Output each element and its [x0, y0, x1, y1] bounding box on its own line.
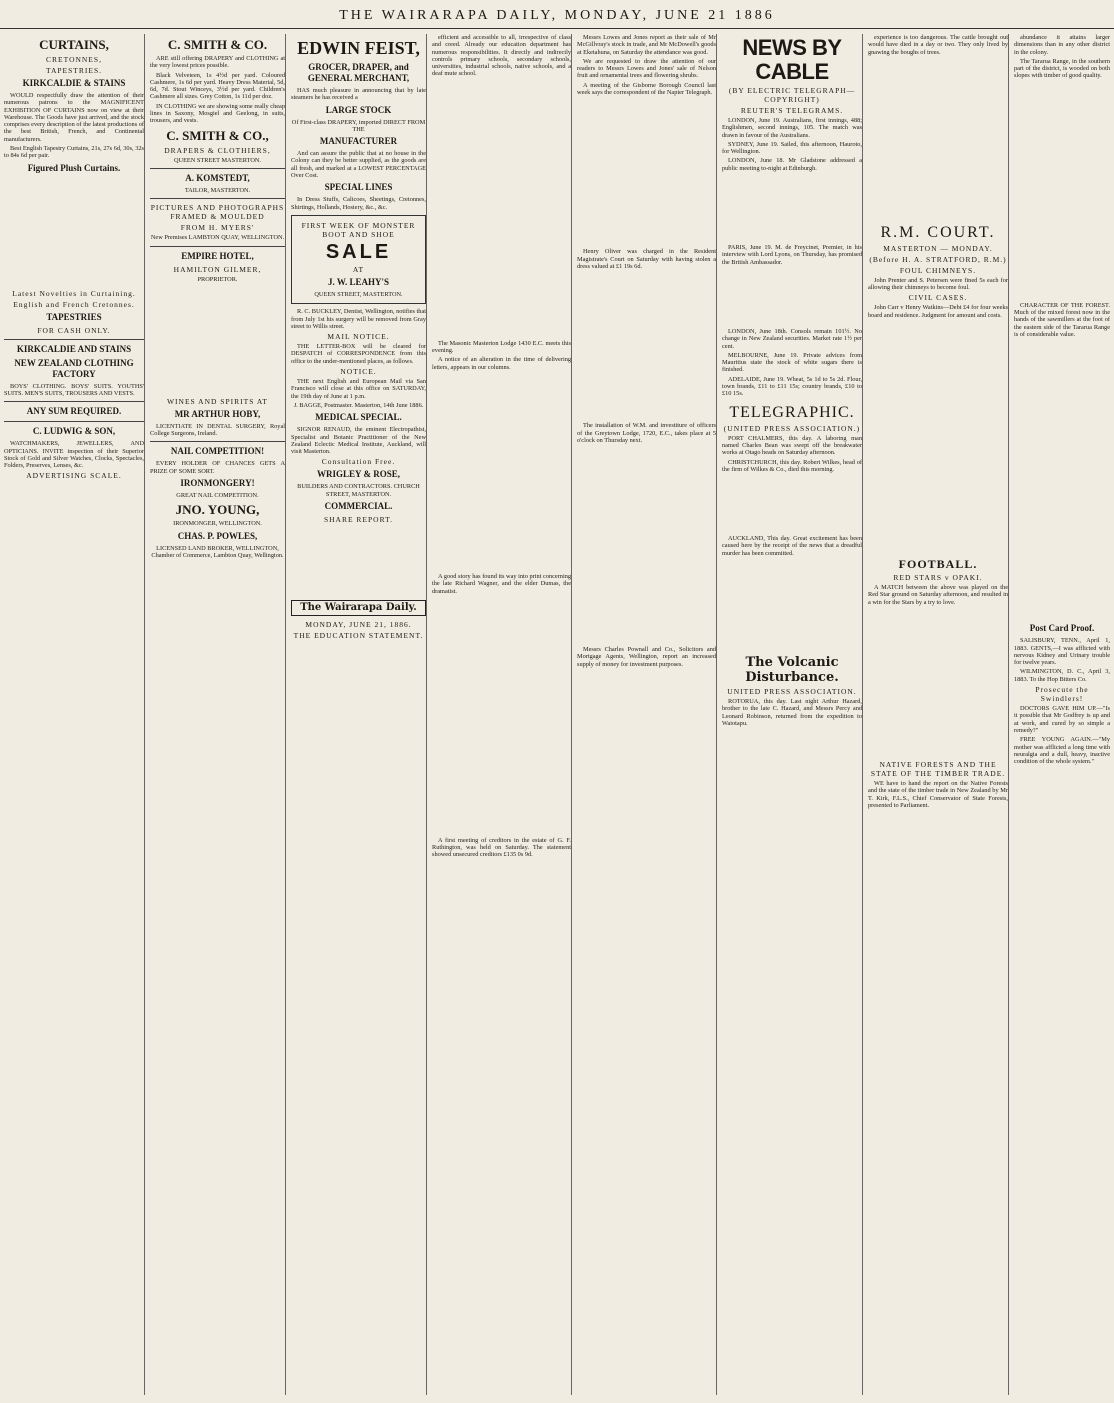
manufacturer-heading: MANUFACTURER [319, 136, 398, 147]
column-rule [150, 246, 285, 247]
news-by-cable-heading: NEWS BY CABLE [742, 35, 842, 84]
united-press-subheading-2: UNITED PRESS ASSOCIATION. [727, 687, 857, 697]
education-heading: THE EDUCATION STATEMENT. [293, 631, 424, 641]
tapestries-heading: TAPESTRIES. [45, 66, 103, 75]
column-1 [4, 34, 145, 1395]
sale-word: SALE [325, 240, 392, 263]
article-filler [577, 272, 716, 422]
column-rule [150, 168, 285, 169]
rm-court-heading: R.M. COURT. [880, 223, 996, 241]
young-again: FREE YOUNG AGAIN.—"My mother was afflicted a long time with neuralgia and a dull, heavy, inactive condition of the whole system." [1014, 736, 1110, 766]
kirkcaldie-heading: KIRKCALDIE & STAINS [22, 78, 126, 88]
native-forests-heading: NATIVE FORESTS AND THE STATE OF THE TIMBER TRADE. [870, 759, 1006, 778]
leahy-address: QUEEN STREET, MASTERTON. [314, 290, 403, 298]
kirkcaldie-heading-2: KIRKCALDIE AND STAINS [16, 343, 132, 354]
special-lines-heading: SPECIAL LINES [324, 182, 393, 193]
article-filler [868, 58, 1008, 218]
postmaster-signature: J. BAGGE, Postmaster. Masterton, 14th June 1886. [293, 401, 424, 409]
post-card-proof-heading: Post Card Proof. [1029, 623, 1095, 634]
pictures-heading: PICTURES AND PHOTOGRAPHS FRAMED & MOULDED [150, 203, 285, 222]
wines-heading: WINES AND SPIRITS AT [166, 396, 269, 406]
gladstone-meeting: LONDON, June 18. Mr Gladstone addressed a public meeting to-night at Edinburgh. [722, 157, 862, 172]
column-4 [432, 34, 572, 1395]
article-filler [577, 98, 716, 248]
reuters-heading: REUTER'S TELEGRAMS. [740, 106, 844, 115]
column-rule [150, 198, 285, 199]
creditors-meeting: A first meeting of creditors in the estate of G. F. Ruthington, was held on Saturday. The statement showed unsecured creditors £135 0s 9d. [432, 836, 571, 859]
forest-abundance: abundance it attains larger dimensions than in any other district in the colony. [1014, 34, 1110, 56]
rm-court-date: MASTERTON — MONDAY. [883, 243, 993, 253]
drapers-heading: DRAPERS & CLOTHIERS, [164, 145, 271, 155]
swindlers-heading: Prosecute the Swindlers! [1035, 685, 1089, 704]
cricket-result: LONDON, June 19. Australians, first innings, 488; Englishmen, second innings, 105. The match was drawn in favour of the Australians. [722, 117, 862, 139]
masthead [0, 6, 1114, 29]
cretonnes-heading: CRETONNES, [46, 55, 102, 64]
tapestry-prices: Best English Tapestry Curtains, 21s, 27s 6d, 30s, 32s to 84s 6d per pair. [4, 145, 144, 160]
powles-heading: CHAS. P. POWLES, [177, 530, 258, 541]
any-sum-heading: ANY SUM REQUIRED. [26, 406, 122, 417]
volcanic-heading: The Volcanic Disturbance. [745, 655, 839, 686]
foul-chimneys-text: John Prenter and S. Petersen were fined 5s each for allowing their chimneys to become foul. [868, 276, 1008, 292]
article-filler [432, 80, 571, 340]
cretonnes-sub-heading: English and French Cretonnes. [13, 299, 135, 309]
ludwig-heading: C. LUDWIG & SON, [32, 426, 116, 437]
paper-date: MONDAY, JUNE 21, 1886. [305, 620, 412, 630]
medical-special-text: SIGNOR RENAUD, the eminent Electropathist, Specialist and Botanic Practitioner of the New Zealand Eclectic Medical Institute, Auckland, will visit Masterton. [291, 426, 426, 456]
consultation-heading: Consultation Free. [321, 457, 396, 467]
sydney-sailing: SYDNEY, June 19. Sailed, this afternoon, Hauroto, for Wellington. [722, 140, 862, 156]
feist-intro: HAS much pleasure in announcing that by late steamers he has received a [291, 87, 426, 102]
education-continued: efficient and accessible to all, irrespective of class and creed. Already our education department has numerous responsibilities. It directly and indirectly controls primary schools, secondary schools, universities, industrial schools, native schools, and a deaf mute school. [432, 34, 571, 78]
plush-curtains-heading: Figured Plush Curtains. [27, 162, 121, 173]
pownall-report: Messrs Charles Pownall and Co., Solicitors and Mortgage Agents, Wellington, report an increased supply of money for investment purposes. [577, 646, 716, 668]
c-smith-heading: C. SMITH & CO. [167, 37, 268, 52]
ad-filler-text [150, 285, 285, 395]
notice-text: THE next English and European Mail via San Francisco will close at this office on SATURDAY, the 19th day of June at 1 p.m. [291, 378, 426, 400]
salisbury-letter: SALISBURY, TENN., April 1, 1883. GENTS,—I was afflicted with nervous Kidney and Urinary trouble for twelve years. [1014, 637, 1110, 667]
c-smith-address: QUEEN STREET MASTERTON. [173, 156, 262, 164]
clothing-factory-heading: NEW ZEALAND CLOTHING FACTORY [14, 357, 134, 379]
nail-competition-text: EVERY HOLDER OF CHANCES GETS A PRIZE OF SOME SORT. [150, 460, 285, 475]
sale-at: AT [352, 264, 365, 274]
tapestries-sub-heading: TAPESTRIES [46, 311, 102, 322]
wagner-story: A good story has found its way into print concerning the late Richard Wagner, and the elder Dumas, the dramatist. [432, 572, 571, 595]
masonic-notice: The Masonic Masterton Lodge 1430 E.C. meets this evening. [432, 339, 571, 355]
special-lines-text: In Dress Stuffs, Calicoes, Sheetings, Cretonnes, Shirtings, Hollands, Hosiery, &c., &c. [291, 196, 426, 211]
medical-special-heading: MEDICAL SPECIAL. [315, 412, 402, 423]
football-match-heading: RED STARS v OPAKI. [893, 573, 983, 583]
large-stock-heading: LARGE STOCK [325, 104, 392, 115]
hoby-heading: MR ARTHUR HOBY, [174, 408, 261, 419]
share-report-heading: SHARE REPORT. [323, 515, 394, 525]
auckland-report: AUCKLAND, This day. Great excitement has been caused here by the receipt of the news that a dreadful murder has been committed. [722, 535, 862, 557]
henry-oliver-charge: Henry Oliver was charged in the Resident Magistrate's Court on Saturday with having stolen a dress valued at £1 19s 6d. [577, 248, 716, 270]
komstedt-heading: A. KOMSTEDT, [185, 172, 250, 183]
curtains-heading: CURTAINS, [39, 37, 109, 52]
rotorua-report: ROTORUA, this day. Last night Arthur Hazard, brother to the late C. Hazard, and Messrs Percy and Leonard Robinson, returned from the expedition to Waiotapu. [722, 698, 862, 727]
rm-court-magistrate: (Before H. A. STRATFORD, R.M.) [869, 254, 1007, 264]
cattle-continued: experience is too dangerous. The cattle brought out would have died in a day or two. They only lived by gnawing the boughs of trees. [868, 34, 1008, 56]
novelties-heading: Latest Novelties in Curtaining. [12, 288, 136, 298]
lowes-jones-sale: Messrs Lowes and Jones report as their sale of Mr McGillvray's stock in trade, and Mr McDowell's goods at Eketahuna, on Saturday the attendance was good. [577, 34, 716, 56]
nail-competition-heading: NAIL COMPETITION! [170, 446, 265, 457]
column-rule [150, 441, 285, 442]
gilmer-heading: HAMILTON GILMER, [173, 264, 262, 274]
paper-flag: The Wairarapa Daily. [291, 600, 426, 616]
c-smith-heading-2: C. SMITH & CO., [166, 127, 269, 143]
leahy-heading: J. W. LEAHY'S [327, 276, 390, 287]
feist-drapery: Of First-class DRAPERY, imported DIRECT FROM THE [291, 118, 426, 133]
native-forests-text: WE have to hand the report on the Native Forests and the state of the timber trade in New Zealand by Mr T. Kirk, F.L.S., Chief Conservator of State Forests, presented to Parliament. [868, 779, 1008, 809]
ironmongery-text: GREAT NAIL COMPETITION. [176, 492, 259, 500]
article-filler [1014, 82, 1110, 302]
column-8 [1014, 34, 1110, 1395]
football-heading: FOOTBALL. [898, 557, 978, 572]
masthead-title: THE WAIRARAPA DAILY, MONDAY, JUNE 21 1886 [339, 8, 775, 23]
consols-report: LONDON, June 18th. Consols remain 101½. No change in New Zealand securities. Market rate 1½ per cent. [722, 327, 862, 350]
gisborne-council: A meeting of the Gisborne Borough Council last week says the correspondent of the Napier Telegraph. [577, 81, 716, 97]
column-2 [150, 34, 286, 1395]
c-smith-clothing: IN CLOTHING we are showing some really cheap lines in Saxony, Mosgiel and Geelong, in suits, trousers, and vests. [150, 102, 285, 125]
wrigley-rose-heading: WRIGLEY & ROSE, [317, 469, 400, 480]
column-6 [722, 34, 863, 1395]
nelson-fruit-sale: We are requested to draw the attention of our readers to Messrs Lowes and Jones' sale of Nelson fruit and ornamental trees and flowering shrubs. [577, 57, 716, 80]
article-filler [1014, 340, 1110, 620]
column-rule [4, 401, 144, 402]
doctors-gave-up: DOCTORS GAVE HIM UP.—"Is it possible that Mr Godfrey is up and at work, and cured by so simple a remedy?" [1014, 705, 1110, 734]
forest-character: CHARACTER OF THE FOREST. Much of the mixed forest now in the hands of the sawmillers at the foot of the eastern side of the Tararua Range is of considerable value. [1014, 301, 1110, 338]
letters-notice: A notice of an alteration in the time of delivering letters, appears in our columns. [432, 356, 571, 371]
mail-notice-text: THE LETTER-BOX will be cleared for DESPATCH of CORRESPONDENCE from this office to the under-mentioned places, as follows. [291, 343, 426, 365]
sale-first-week: FIRST WEEK OF MONSTER BOOT AND SHOE [301, 220, 416, 239]
gilmer-title: PROPRIETOR. [197, 275, 238, 283]
freycinet-interview: PARIS, June 19. M. de Freycinet, Premier, in his interview with Lord Lyons, on Thursday, has promised the British Ambassador. [722, 244, 862, 266]
article-filler [577, 446, 716, 646]
commercial-heading: COMMERCIAL. [324, 501, 393, 512]
christchurch-report: CHRISTCHURCH, this day. Robert Wilkes, head of the firm of Wilkes & Co., died this morning. [722, 458, 862, 473]
article-filler [432, 373, 571, 573]
foul-chimneys-heading: FOUL CHIMNEYS. [899, 265, 977, 275]
ludwig-text: WATCHMAKERS, JEWELLERS, AND OPTICIANS. INVITE inspection of their Superior Stock of Gold and Silver Watches, Clocks, Spectacles, Folders, Preserves, Lenses, &c. [4, 440, 144, 470]
ironmongery-heading: IRONMONGERY! [180, 478, 255, 489]
article-filler [432, 597, 571, 837]
wilmington-letter: WILMINGTON, D. C., April 3, 1883. To the Hop Bitters Co. [1014, 668, 1110, 683]
myers-heading: FROM H. MYERS' [180, 223, 255, 233]
column-3 [291, 34, 427, 1395]
united-press-subheading: (UNITED PRESS ASSOCIATION.) [723, 423, 861, 433]
hoby-text: LICENTIATE IN DENTAL SURGERY, Royal College Surgeons, Ireland. [150, 422, 285, 438]
wrigley-rose-text: BUILDERS AND CONTRACTORS. CHURCH STREET, MASTERTON. [297, 483, 420, 498]
c-smith-intro: ARE still offering DRAPERY and CLOTHING at the very lowest prices possible. [150, 55, 285, 70]
article-filler [868, 608, 1008, 758]
column-rule [4, 339, 144, 340]
telegraphic-heading: TELEGRAPHIC. [729, 403, 855, 421]
sale-banner [291, 215, 426, 304]
port-chalmers-report: PORT CHALMERS, this day. A laboring man named Charles Bean was swept off the breakwater works at Otago heads on Saturday afternoon. [722, 434, 862, 457]
jno-young-heading: JNO. YOUNG, [175, 502, 260, 518]
column-7 [868, 34, 1009, 1395]
article-filler [722, 174, 862, 244]
empire-hotel-heading: EMPIRE HOTEL, [181, 250, 254, 261]
adelaide-markets: ADELAIDE, June 19. Wheat, 5s 1d to 5s 2d. Flour, town brands, £11 to £11 15s; country brands, £10 to £10 15s. [722, 375, 862, 398]
grocer-heading: GROCER, DRAPER, and GENERAL MERCHANT, [307, 62, 410, 83]
powles-text: LICENSED LAND BROKER, WELLINGTON, Chamber of Commerce, Lambton Quay, Wellington. [151, 544, 284, 559]
clothing-list: BOYS' CLOTHING. BOYS' SUITS. YOUTHS' SUITS. MEN'S SUITS, TROUSERS AND VESTS. [4, 382, 144, 397]
article-filler [722, 559, 862, 649]
mauritius-sugar: MELBOURNE, June 19. Private advices from Mauritius state the stock of white sugars there is finished. [722, 351, 862, 374]
edwin-feist-heading: EDWIN FEIST, [297, 38, 420, 58]
article-filler [868, 321, 1008, 551]
column-5 [577, 34, 717, 1395]
column-rule [4, 421, 144, 422]
article-filler [722, 268, 862, 328]
ad-filler-text [4, 177, 144, 287]
advertising-scale-heading: ADVERTISING SCALE. [26, 471, 122, 481]
jno-young-text: IRONMONGER, WELLINGTON. [173, 520, 262, 528]
mail-notice-heading: MAIL NOTICE. [327, 332, 390, 342]
buckley-notice: R. C. BUCKLEY, Dentist, Wellington, notifies that from July 1st his surgery will be removed from Gray street to Willis street. [291, 308, 426, 330]
feist-assurance: And can assure the public that at no house in the Colony can they be better supplied, as the goods are all fresh, and marked at a LOWEST PERCENTAGE Over Cost. [291, 150, 426, 180]
kirkcaldie-intro: WOULD respectfully draw the attention of their numerous patrons to the MAGNIFICENT EXHIBITION OF CURTAINS now on view at their Warehouse. The Goods have just arrived, and the stock comprises every description of the latest productions of the best British, French, and Continental manufacturers. [4, 92, 144, 143]
notice-heading: NOTICE. [340, 367, 377, 377]
greytown-lodge: The installation of W.M. and investiture of officers of the Greytown Lodge, 1720, E.C., takes place at 5 o'clock on Thursday next. [577, 422, 716, 444]
tararua-range: The Tararua Range, in the southern part of the district, is wooded on both slopes with timber of good quality. [1014, 57, 1110, 80]
c-smith-prices: Black Velveteen, 1s 4½d per yard. Coloured Cashmere, 1s 6d per yard. Heavy Dress Material, 5d, 6d, 7d. Stout Winceys, 3½d per yard. Children's Cashmere all sizes. Grey Cotton, 1s 11d per doz. [150, 71, 285, 101]
civil-cases-heading: CIVIL CASES. [908, 293, 968, 303]
cash-only-heading: FOR CASH ONLY. [37, 325, 111, 335]
civil-cases-text: John Carr v Henry Watkins—Debt £4 for four weeks board and residence. Judgment for amount and costs. [868, 304, 1008, 319]
myers-address: New Premises LAMBTON QUAY, WELLINGTON. [150, 234, 285, 242]
football-report: A MATCH between the above was played on the Red Star ground on Saturday afternoon, and resulted in a win for the Stars by a try to love. [868, 584, 1008, 606]
article-filler [722, 475, 862, 535]
electric-telegraph-subheading: (BY ELECTRIC TELEGRAPH—COPYRIGHT) [728, 86, 856, 104]
share-report-filler [291, 526, 426, 596]
komstedt-text: TAILOR, MASTERTON. [184, 186, 251, 194]
